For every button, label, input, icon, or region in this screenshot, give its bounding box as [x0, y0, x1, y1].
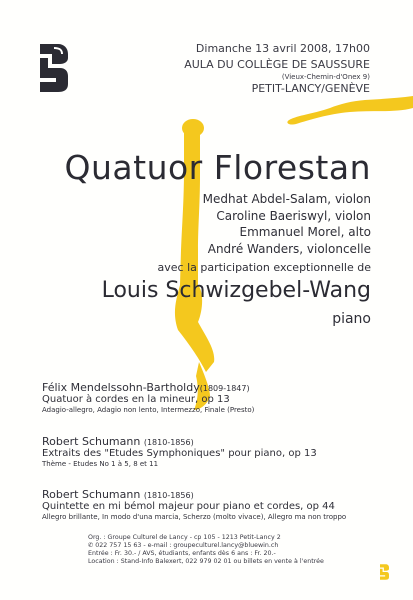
footer-org: Org. : Groupe Culturel de Lancy - cp 105 - 1213 Petit-Lancy 2 — [88, 534, 281, 541]
work-title: Quatuor à cordes en la mineur, op 13 — [42, 394, 230, 405]
phone-icon: ✆ — [88, 542, 96, 550]
ensemble-name: Quatuor Florestan — [64, 148, 371, 187]
work-details: Thème - Etudes No 1 à 5, 8 et 11 — [42, 460, 159, 468]
composer-years: (1810-1856) — [143, 491, 194, 500]
composer-name: Robert Schumann — [42, 435, 141, 448]
guest-intro: avec la participation exceptionnelle de — [157, 261, 371, 274]
event-venue: AULA DU COLLÈGE DE SAUSSURE — [184, 57, 370, 71]
composer-name: Robert Schumann — [42, 488, 141, 501]
program-item — [42, 435, 317, 468]
work-details: Adagio-allegro, Adagio non lento, Intermezzo, Finale (Presto) — [42, 406, 255, 414]
program-item — [42, 488, 346, 521]
footer-location: Location : Stand-Info Balexert, 022 979 02 01 ou billets en vente à l'entrée — [88, 558, 324, 566]
event-info — [110, 42, 370, 96]
note-head — [182, 119, 204, 137]
hand-silhouette — [287, 96, 413, 125]
member: André Wanders, violoncelle — [207, 241, 371, 256]
ensemble-members — [131, 191, 371, 257]
work-title: Extraits des "Etudes Symphoniques" pour piano, op 13 — [42, 448, 317, 459]
guest-instrument: piano — [332, 311, 371, 327]
work-title: Quintette en mi bémol majeur pour piano et cordes, op 44 — [42, 501, 335, 512]
member: Caroline Baeriswyl, violon — [216, 208, 371, 223]
event-datetime: Dimanche 13 avril 2008, 17h00 — [195, 42, 370, 55]
footer-info — [88, 534, 388, 566]
program-item — [42, 381, 254, 414]
event-address: (Vieux-Chemin-d'Onex 9) — [281, 72, 370, 81]
work-details: Allegro brillante, In modo d'una marcia, Scherzo (molto vivace), Allegro ma non troppo — [42, 513, 347, 521]
member: Emmanuel Morel, alto — [239, 225, 371, 239]
composer-years: (1810-1856) — [143, 438, 194, 447]
composer-name: Félix Mendelssohn-Bartholdy — [42, 381, 200, 394]
footer-entry: Entrée : Fr. 30.- / AVS, étudiants, enfants dès 6 ans : Fr. 20.- — [88, 550, 276, 558]
guest-name: Louis Schwizgebel-Wang — [101, 278, 371, 303]
member: Medhat Abdel-Salam, violon — [202, 192, 371, 206]
event-city: PETIT-LANCY/GENÈVE — [251, 82, 370, 96]
groupe-culturel-logo-icon — [34, 40, 74, 96]
composer-years: (1809-1847) — [199, 384, 250, 393]
footer-contact: 022 757 15 63 - e-mail : groupeculturel.lancy@bluewin.ch — [95, 542, 279, 550]
small-logo-icon — [378, 563, 391, 581]
